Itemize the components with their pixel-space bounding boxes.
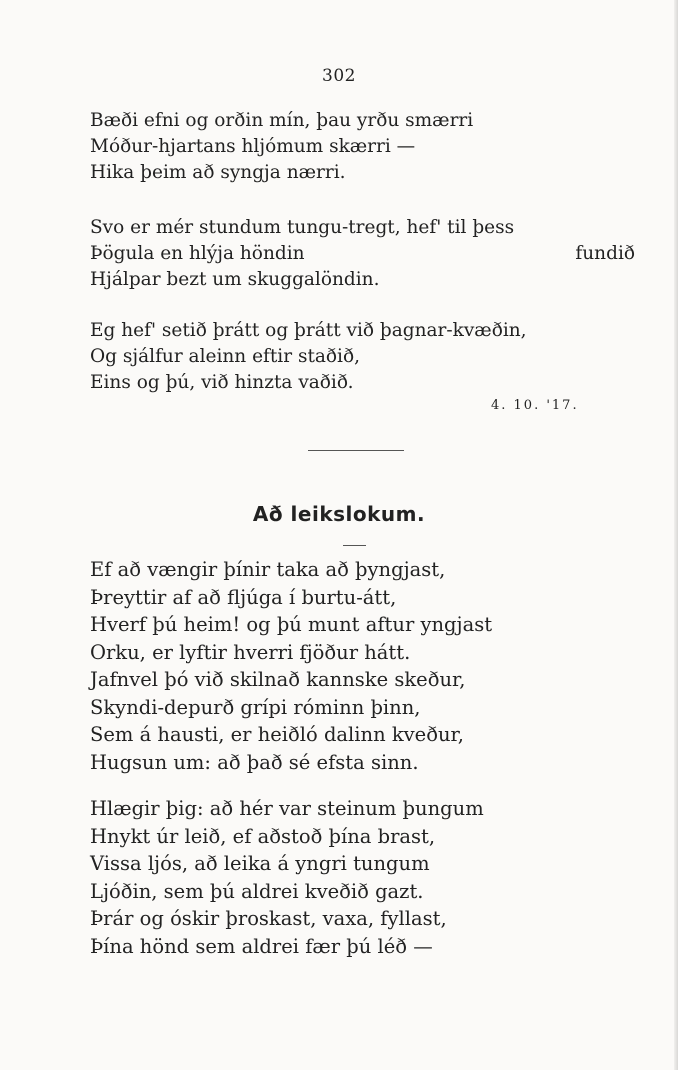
poem-title: Að leikslokum. <box>252 502 426 526</box>
verse-line: Hnykt úr leið, ef aðstoð þína brast, <box>90 824 436 848</box>
poem-stanza-2 <box>90 795 484 960</box>
verse-line: Hjálpar bezt um skuggalöndin. <box>90 269 380 290</box>
previous-poem-stanza-1 <box>90 108 473 186</box>
page-number: 302 <box>322 66 356 86</box>
verse-line: Hika þeim að syngja nærri. <box>90 162 346 183</box>
page-edge-shadow <box>674 0 678 1070</box>
verse-line: Sem á hausti, er heiðló dalinn kveður, <box>90 723 464 746</box>
verse-line: Hugsun um: að það sé efsta sinn. <box>90 750 419 774</box>
verse-line: Móður-hjartans hljómum skærri — <box>90 136 416 157</box>
verse-line: Svo er mér stundum tungu-tregt, hef' til þess <box>90 217 515 238</box>
title-rule <box>343 545 366 546</box>
verse-line: Jafnvel þó við skilnað kannske skeður, <box>90 668 466 691</box>
verse-line: Eins og þú, við hinzta vaðið. <box>90 372 354 393</box>
verse-line-tail: fundið <box>575 243 635 264</box>
verse-line: Þrár og óskir þroskast, vaxa, fyllast, <box>90 907 447 930</box>
previous-poem-stanza-3 <box>90 318 527 396</box>
verse-line: Ljóðin, sem þú aldrei kveðið gazt. <box>90 879 424 903</box>
previous-poem-stanza-2 <box>90 215 635 293</box>
verse-line: Hlægir þig: að hér var steinum þungum <box>90 797 484 820</box>
verse-line: Þína hönd sem aldrei fær þú léð — <box>90 934 433 958</box>
verse-line: Orku, er lyftir hverri fjöður hátt. <box>90 640 411 664</box>
verse-line: Eg hef' setið þrátt og þrátt við þagnar-kvæðin, <box>90 320 527 341</box>
verse-line: Skyndi-depurð grípi róminn þinn, <box>90 695 421 719</box>
verse-line: Hverf þú heim! og þú munt aftur yngjast <box>90 613 493 636</box>
section-divider <box>308 450 404 451</box>
verse-line: Og sjálfur aleinn eftir staðið, <box>90 346 360 367</box>
poem-date: 4. 10. '17. <box>491 398 579 413</box>
verse-line: Vissa ljós, að leika á yngri tungum <box>90 852 430 875</box>
verse-line-text: Þögula en hlýja höndin <box>90 243 305 264</box>
verse-line: Þreyttir af að fljúga í burtu-átt, <box>90 585 397 609</box>
verse-line: Bæði efni og orðin mín, þau yrðu smærri <box>90 110 474 131</box>
verse-line: Ef að vængir þínir taka að þyngjast, <box>90 558 446 581</box>
poem-stanza-1 <box>90 556 492 776</box>
verse-line-split <box>90 241 635 267</box>
